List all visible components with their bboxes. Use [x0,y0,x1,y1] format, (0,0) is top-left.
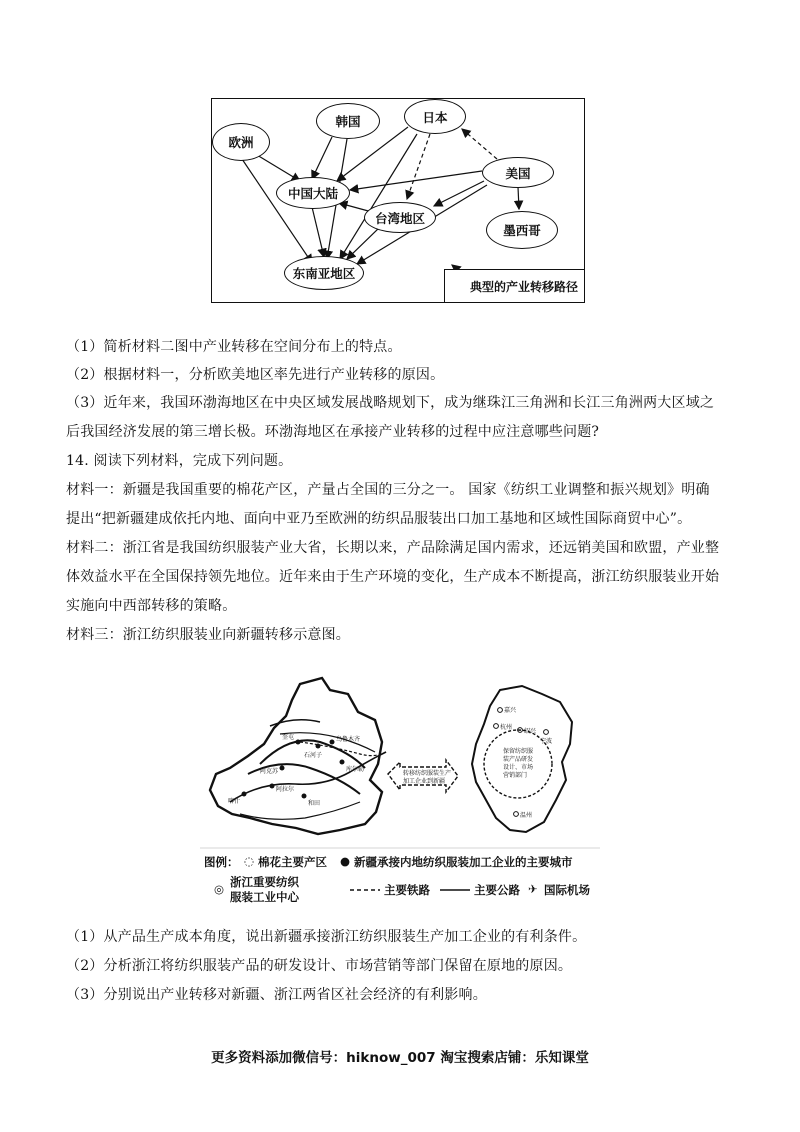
q14-question-2: （2）分析浙江将纺织服装产品的研发设计、市场营销等部门保留在原地的原因。 [66,958,573,974]
question-3-cont: 后我国经济发展的第三增长极。环渤海地区在承接产业转移的过程中应注意哪些问题? [66,424,600,440]
transfer-arrow-text-2: 加工企业到新疆 [403,778,446,785]
industry-transfer-diagram [211,98,585,303]
xinjiang-zhejiang-map [200,672,600,904]
footer-note: 更多资料添加微信号：hiknow_007 淘宝搜索店铺：乐知课堂 [211,1050,589,1066]
node-europe: 欧洲 [212,123,270,161]
city-label: 喀什 [228,798,241,805]
figure1-legend: 典型的产业转移路径 [444,269,584,302]
city-label: 和田 [308,800,321,807]
zj-city-label: 杭州 [500,724,513,731]
circle-text: 保留纺织服 [503,748,534,755]
q14-title: 14. 阅读下列材料，完成下列问题。 [66,453,293,469]
city-label: 石河子 [304,752,323,759]
city-label: 库尔勒 [346,766,365,773]
material-2-line3: 实施向中西部转移的策略。 [66,598,237,614]
question-1: （1）简析材料二图中产业转移在空间分布上的特点。 [66,339,402,355]
question-3: （3）近年来，我国环渤海地区在中央区域发展战略规划下，成为继珠江三角洲和长江三角洲两大区域之 [66,395,715,411]
node-taiwan: 台湾地区 [364,202,436,233]
legend-road: 主要公路 [474,883,520,897]
node-korea: 韩国 [316,103,380,139]
question-2: （2）根据材料一，分析欧美地区率先进行产业转移的原因。 [66,367,445,383]
material-3: 材料三：浙江纺织服装业向新疆转移示意图。 [66,627,350,643]
city-dot-icon: ● [340,854,351,868]
node-mexico: 墨西哥 [486,211,558,249]
circle-text: 装产品研发 [503,756,534,763]
zj-city-label: 嘉兴 [504,707,517,714]
zj-city-label: 绍兴 [524,728,537,735]
node-usa: 美国 [482,157,554,188]
q14-question-3: （3）分别说出产业转移对新疆、浙江两省区社会经济的有利影响。 [66,987,487,1003]
city-label: 奎屯 [282,734,295,741]
airport-icon: ✈ [528,882,538,896]
zj-city-label: 温州 [520,812,533,819]
legend-city: 新疆承接内地纺织服装加工企业的主要城市 [354,855,573,869]
city-label: 阿拉尔 [276,786,295,793]
node-japan: 日本 [404,99,466,134]
zj-city-label: 宁波 [540,738,553,745]
legend-cotton: 棉花主要产区 [258,855,327,869]
material-1-line1: 材料一：新疆是我国重要的棉花产区，产量占全国的三分之一。 国家《纺织工业调整和振兴规划》明确 [66,482,710,498]
node-southeast-asia: 东南亚地区 [284,256,364,290]
legend-center-2: 服装工业中心 [230,890,299,904]
legend-title: 图例： [204,855,239,869]
legend-airport: 国际机场 [544,883,590,897]
material-1-line2: 提出“把新疆建成依托内地、面向中亚乃至欧洲的纺织品服装出口加工基地和区域性国际商贸中心”。 [66,511,692,527]
material-2-line2: 体效益水平在全国保持领先地位。近年来由于生产环境的变化，生产成本不断提高，浙江纺织服装业开始 [66,569,720,585]
material-2-line1: 材料二：浙江省是我国纺织服装产业大省，长期以来，产品除满足国内需求，还远销美国和欧盟，产业整 [66,540,720,556]
center-icon: ◎ [214,882,225,896]
circle-text: 设计、市场 [503,764,534,771]
circle-text: 营销部门 [503,772,528,779]
city-label: 乌鲁木齐 [336,736,361,743]
legend-center-1: 浙江重要纺织 [230,875,299,889]
cotton-icon: ◌ [244,854,255,868]
city-label: 阿克苏 [260,768,279,775]
legend-rail: 主要铁路 [384,883,430,897]
q14-question-1: （1）从产品生产成本角度，说出新疆承接浙江纺织服装生产加工企业的有利条件。 [66,929,587,945]
node-mainland-china: 中国大陆 [276,177,350,209]
transfer-arrow-text-1: 转移纺织服装生产 [403,770,452,777]
